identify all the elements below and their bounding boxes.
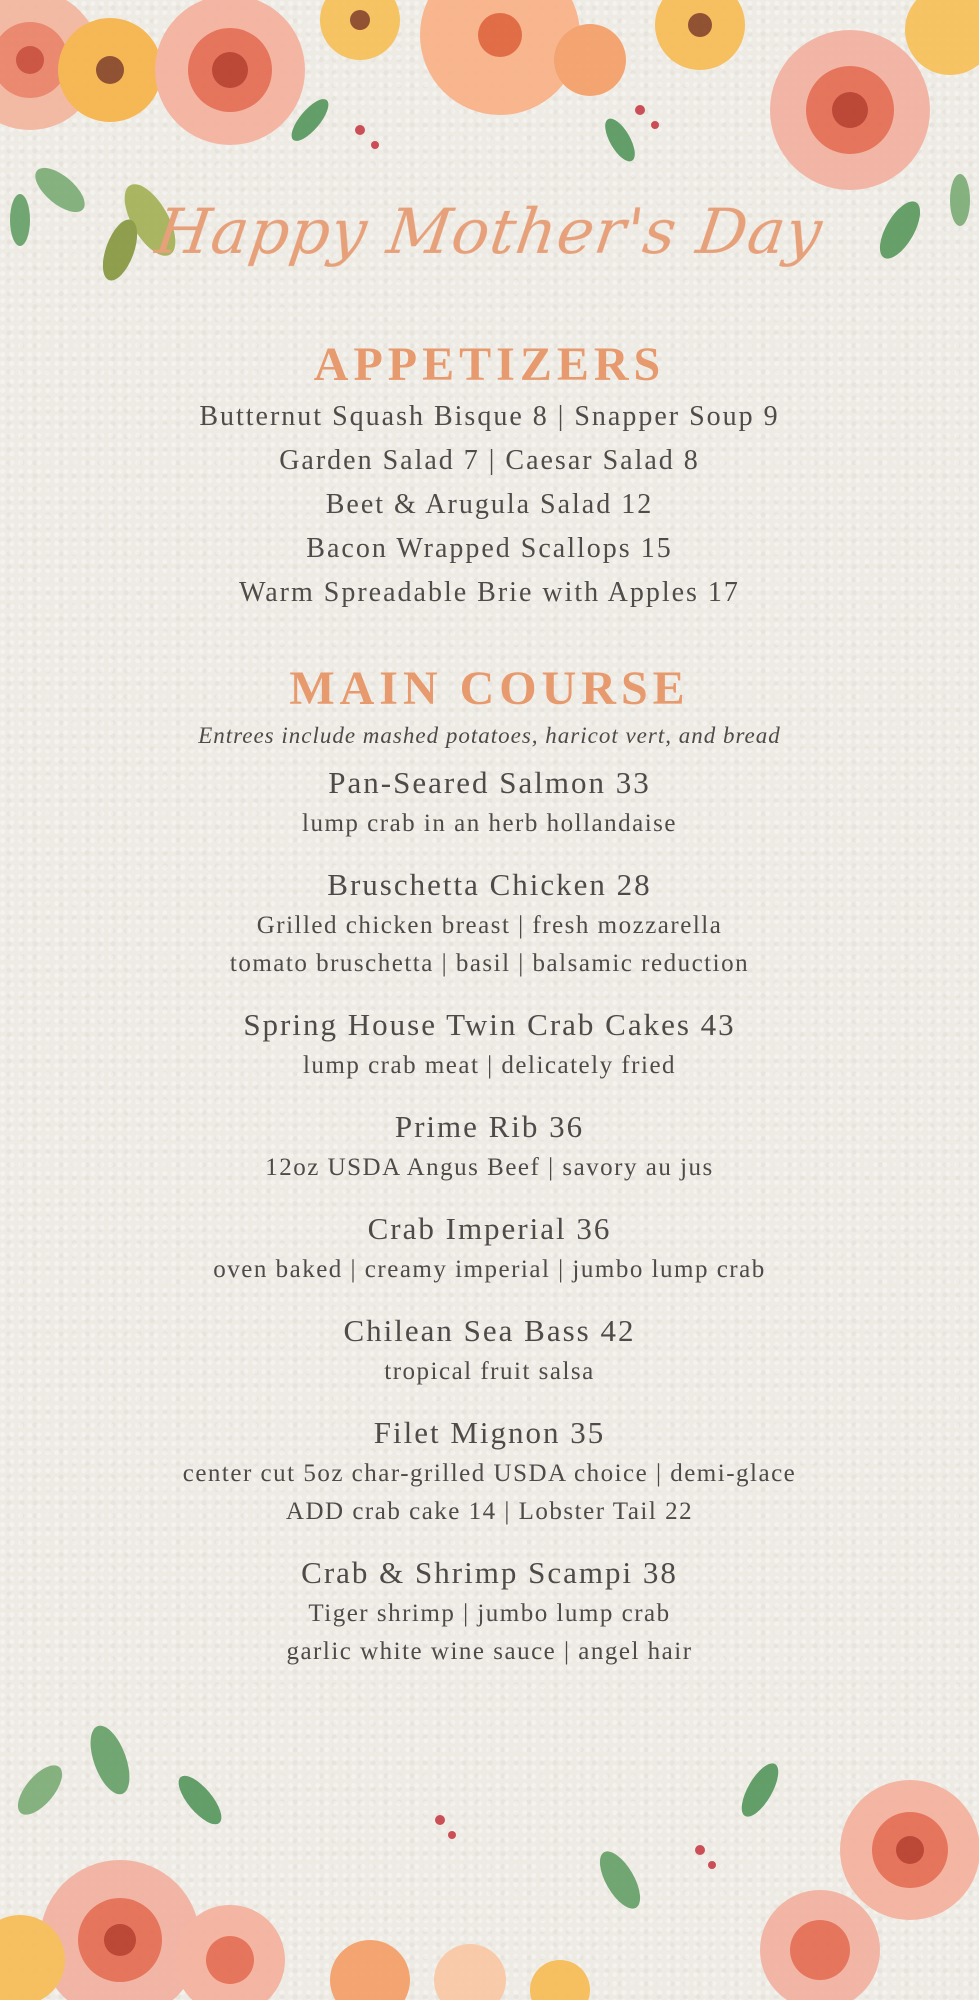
menu-item bbox=[0, 1105, 979, 1187]
menu-item-name: Chilean Sea Bass 42 bbox=[343, 1313, 636, 1348]
menu-item-name: Crab & Shrimp Scampi 38 bbox=[301, 1555, 678, 1590]
menu-item-name: Spring House Twin Crab Cakes 43 bbox=[243, 1007, 736, 1042]
menu-item bbox=[0, 1207, 979, 1289]
menu-item-description: lump crab in an herb hollandaise bbox=[302, 810, 677, 837]
appetizer-line: Bacon Wrapped Scallops 15 bbox=[306, 533, 673, 564]
appetizers-heading: APPETIZERS bbox=[313, 338, 666, 391]
menu-item-name: Bruschetta Chicken 28 bbox=[327, 867, 652, 902]
menu-item bbox=[0, 1411, 979, 1531]
appetizers-list bbox=[0, 395, 979, 615]
menu-item bbox=[0, 1309, 979, 1391]
menu-item-description: tomato bruschetta | basil | balsamic reduction bbox=[229, 950, 750, 977]
page-title: Happy Mother's Day bbox=[151, 195, 828, 268]
menu-item-description: garlic white wine sauce | angel hair bbox=[286, 1638, 693, 1665]
menu-item-description: 12oz USDA Angus Beef | savory au jus bbox=[265, 1154, 714, 1181]
menu-item-name: Filet Mignon 35 bbox=[373, 1415, 606, 1450]
menu-item bbox=[0, 1003, 979, 1085]
menu-item-description: Grilled chicken breast | fresh mozzarella bbox=[256, 912, 723, 939]
menu-item-description: tropical fruit salsa bbox=[384, 1358, 595, 1385]
menu-item-description: Tiger shrimp | jumbo lump crab bbox=[308, 1600, 671, 1627]
appetizer-line: Garden Salad 7 | Caesar Salad 8 bbox=[279, 445, 700, 476]
menu-item-description: ADD crab cake 14 | Lobster Tail 22 bbox=[285, 1498, 694, 1525]
main-course-heading: MAIN COURSE bbox=[289, 662, 690, 715]
menu-item-description: center cut 5oz char-grilled USDA choice | demi-glace bbox=[182, 1460, 797, 1487]
menu-content bbox=[0, 335, 979, 1691]
appetizer-line: Butternut Squash Bisque 8 | Snapper Soup 9 bbox=[199, 401, 780, 432]
menu-item-description: oven baked | creamy imperial | jumbo lump crab bbox=[213, 1256, 766, 1283]
appetizer-line: Beet & Arugula Salad 12 bbox=[325, 489, 654, 520]
menu-item bbox=[0, 761, 979, 843]
menu-item-name: Crab Imperial 36 bbox=[367, 1211, 612, 1246]
entree-note: Entrees include mashed potatoes, haricot vert, and bread bbox=[198, 723, 781, 748]
floral-border-bottom bbox=[0, 1710, 979, 2000]
appetizer-line: Warm Spreadable Brie with Apples 17 bbox=[239, 577, 740, 608]
menu-item-description: lump crab meat | delicately fried bbox=[302, 1052, 677, 1079]
menu-item bbox=[0, 1551, 979, 1671]
menu-item-name: Prime Rib 36 bbox=[394, 1109, 585, 1144]
menu-item bbox=[0, 863, 979, 983]
menu-item-name: Pan-Seared Salmon 33 bbox=[328, 765, 651, 800]
